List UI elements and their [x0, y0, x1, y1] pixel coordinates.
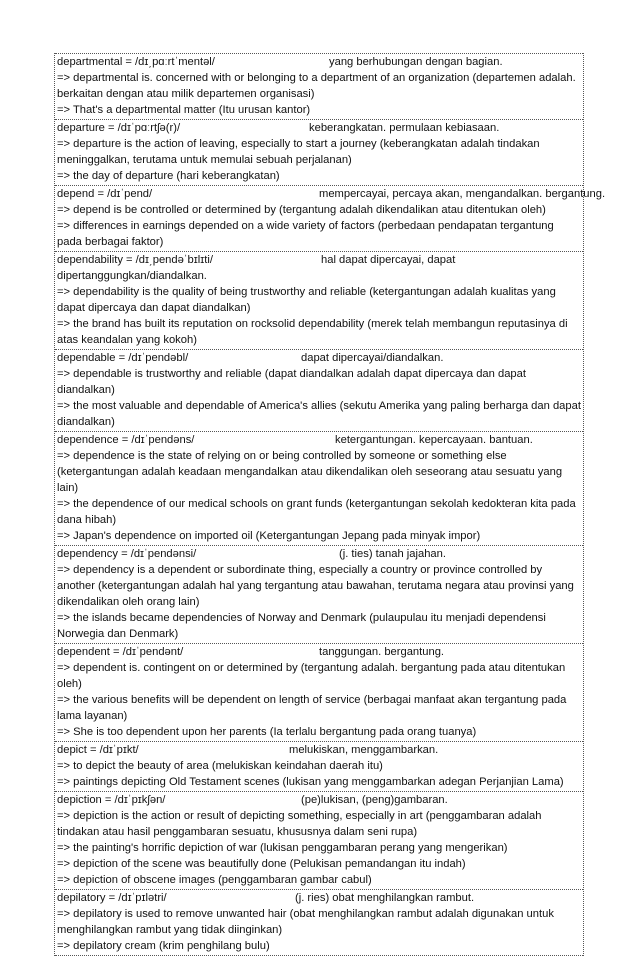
dictionary-entry: [55, 889, 583, 956]
entry-meaning: mempercayai, percaya akan, mengandalkan. bergantung.: [319, 188, 606, 200]
entry-example-line: => depiction of the scene was beautifully done (Pelukisan pemandangan itu indah): [57, 858, 466, 870]
dictionary-entry: [55, 545, 583, 643]
entry-meaning: ketergantungan. kepercayaan. bantuan.: [335, 434, 533, 446]
entry-example-line: => Japan's dependence on imported oil (Ketergantungan Jepang pada minyak impor): [57, 530, 481, 542]
entry-headline: [57, 432, 581, 448]
entry-example-line: => the most valuable and dependable of America's allies (sekutu Amerika yang paling berharga dan dapat diandalkan): [57, 400, 581, 428]
entry-term: depict = /dɪˈpɪkt/: [57, 744, 139, 756]
entry-term: depiction = /dɪˈpɪkʃən/: [57, 794, 166, 806]
entry-example-line: => to depict the beauty of area (melukiskan keindahan daerah itu): [57, 760, 383, 772]
entry-example-line: => dependence is the state of relying on or being controlled by someone or something else (ketergantungan adalah keadaan mengandalkan atau dikendalikan oleh seseorang atau sesuatu yang lain): [57, 450, 563, 494]
entry-meaning: melukiskan, menggambarkan.: [289, 744, 439, 756]
entry-meaning: (j. ties) tanah jajahan.: [339, 548, 446, 560]
entry-term: depend = /dɪˈpend/: [57, 188, 153, 200]
entry-example-line: => paintings depicting Old Testament scenes (lukisan yang menggambarkan adegan Perjanjian Lama): [57, 776, 564, 788]
entry-example-line: => the day of departure (hari keberangkatan): [57, 170, 280, 182]
entry-headline: [57, 890, 581, 906]
entry-example-line: => the brand has built its reputation on rocksolid dependability (merek telah membangun reputasinya di atas keandalan yang kokoh): [57, 318, 568, 346]
entry-term: dependent = /dɪˈpendənt/: [57, 646, 184, 658]
entry-example-line: => That's a departmental matter (Itu urusan kantor): [57, 104, 311, 116]
entry-term: depilatory = /dɪˈpɪlətri/: [57, 892, 167, 904]
entry-meaning: (j. ries) obat menghilangkan rambut.: [295, 892, 475, 904]
entry-example-line: => the painting's horrific depiction of war (lukisan penggambaran perang yang mengerikan): [57, 842, 508, 854]
entry-meaning: yang berhubungan dengan bagian.: [329, 56, 503, 68]
entry-headline: [57, 644, 581, 660]
entry-term: dependability = /dɪ͵pendəˈbɪlɪti/: [57, 254, 213, 266]
entry-example-line: => dependent is. contingent on or determined by (tergantung adalah. bergantung pada atau ditentukan oleh): [57, 662, 566, 690]
entry-term: departmental = /dɪ͵pɑːrtˈmentəl/: [57, 56, 215, 68]
entry-example-line: => depiction is the action or result of depicting something, especially in art (penggambaran adalah tindakan atau hasil penggambaran sesuatu, khususnya dalam seni rupa): [57, 810, 542, 838]
entry-example-line: => She is too dependent upon her parents (Ia terlalu bergantung pada orang tuanya): [57, 726, 477, 738]
entry-example-line: => the islands became dependencies of Norway and Denmark (pulaupulau itu menjadi dependensi Norwegia dan Denmark): [57, 612, 546, 640]
entry-example-line: => departure is the action of leaving, especially to start a journey (keberangkatan adalah tindakan meninggalkan, terutama untuk memulai sebuah perjalanan): [57, 138, 540, 166]
entry-example-line: => departmental is. concerned with or belonging to a department of an organization (departemen adalah. berkaitan dengan atau milik departemen organisasi): [57, 72, 576, 100]
dictionary-entries: [54, 53, 606, 956]
dictionary-entry: [55, 431, 583, 545]
entry-term: dependency = /dɪˈpendənsi/: [57, 548, 197, 560]
entry-headline: [57, 546, 581, 562]
entry-headline: [57, 350, 581, 366]
dictionary-entry: [55, 791, 583, 889]
entry-example-line: => depend is be controlled or determined by (tergantung adalah dikendalikan atau ditentukan oleh): [57, 204, 546, 216]
entry-meaning: hal dapat dipercayai, dapat: [321, 254, 456, 266]
entry-example-line: => dependency is a dependent or subordinate thing, especially a country or province controlled by another (ketergantungan adalah hal yang tergantung atau bawahan, terutama negara atau provinsi yang dikendalikan oleh orang lain): [57, 564, 574, 608]
entry-example-line: => the dependence of our medical schools on grant funds (ketergantungan sekolah kedokteran kita pada dana hibah): [57, 498, 576, 526]
dictionary-entry: [55, 643, 583, 741]
entry-term: departure = /dɪˈpɑːrtʃə(r)/: [57, 122, 181, 134]
entry-example-line: => depiction of obscene images (penggambaran gambar cabul): [57, 874, 372, 886]
entry-example-line: => dependable is trustworthy and reliable (dapat diandalkan adalah dapat dipercaya dan dapat diandalkan): [57, 368, 526, 396]
entry-term: dependence = /dɪˈpendəns/: [57, 434, 195, 446]
dictionary-entry: [55, 185, 606, 251]
entry-meaning: keberangkatan. permulaan kebiasaan.: [309, 122, 500, 134]
dictionary-entry: [55, 53, 583, 119]
dictionary-entry: [55, 119, 583, 185]
entry-headline: [57, 252, 581, 268]
entry-headline: [57, 120, 581, 136]
entry-continuation-line: dipertanggungkan/diandalkan.: [57, 270, 207, 282]
entry-meaning: (pe)lukisan, (peng)gambaran.: [301, 794, 448, 806]
dictionary-entry: [55, 741, 583, 791]
entry-example-line: => depilatory is used to remove unwanted hair (obat menghilangkan rambut adalah digunakan untuk menghilangkan rambut yang tidak diinginkan): [57, 908, 554, 936]
entry-term: dependable = /dɪˈpendəbl/: [57, 352, 189, 364]
entry-example-line: => dependability is the quality of being trustworthy and reliable (ketergantungan adalah kualitas yang dapat dipercaya dan dapat diandalkan): [57, 286, 556, 314]
dictionary-entry: [55, 349, 583, 431]
entry-headline: [57, 186, 606, 202]
entry-example-line: => differences in earnings depended on a wide variety of factors (perbedaan pendapatan tergantung pada berbagai faktor): [57, 220, 554, 248]
entry-headline: [57, 54, 581, 70]
entry-meaning: tanggungan. bergantung.: [319, 646, 445, 658]
entry-example-line: => the various benefits will be dependent on length of service (berbagai manfaat akan tergantung pada lama layanan): [57, 694, 567, 722]
entry-headline: [57, 742, 581, 758]
entry-meaning: dapat dipercayai/diandalkan.: [301, 352, 444, 364]
entry-example-line: => depilatory cream (krim penghilang bulu): [57, 940, 270, 952]
dictionary-entry: [55, 251, 583, 349]
entry-headline: [57, 792, 581, 808]
